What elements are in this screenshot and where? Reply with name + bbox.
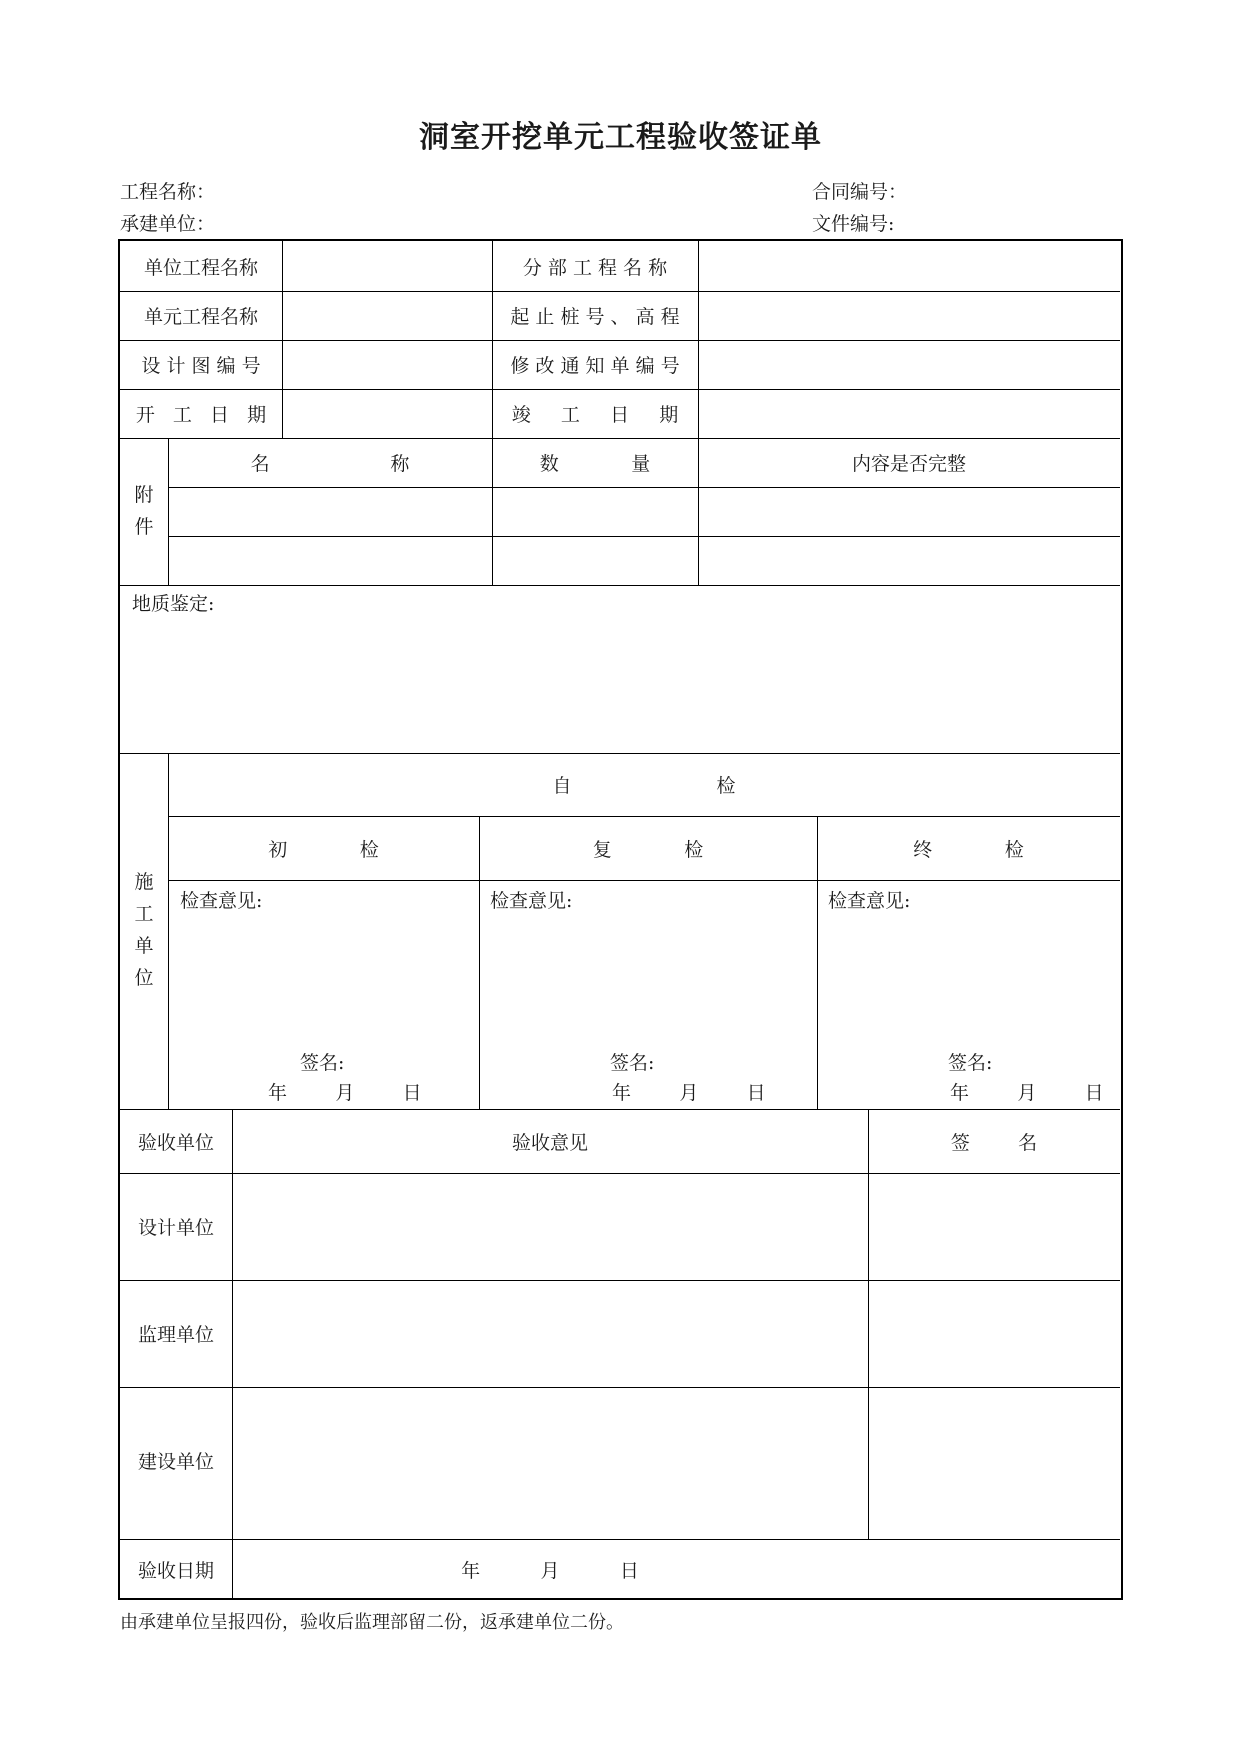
contract-no-label: 合同编号： <box>812 181 908 203</box>
initial-check-opinion-label: 检查意见: <box>180 890 263 912</box>
attachment-complete-cell[interactable] <box>699 537 1119 584</box>
attachment-name-cell[interactable] <box>169 537 491 584</box>
owner-unit-sign-field[interactable] <box>869 1388 1119 1538</box>
unit-project-name-label: 单位工程名称 <box>143 256 258 279</box>
final-check-opinion-field[interactable] <box>818 916 1119 1046</box>
design-drawing-no-field[interactable] <box>283 341 491 388</box>
supervision-unit-sign-field[interactable] <box>869 1281 1119 1386</box>
sub-project-name-field[interactable] <box>699 242 1119 290</box>
chainage-elevation-label: 起 止 桩 号 、 高 程 <box>510 306 680 328</box>
chainage-elevation-field[interactable] <box>699 292 1119 339</box>
attachment-name-cell[interactable] <box>169 488 491 535</box>
contractor-label: 承建单位： <box>120 213 216 235</box>
sub-project-name-label: 分 部 工 程 名 称 <box>522 256 668 279</box>
acceptance-date-label: 验收日期 <box>137 1559 214 1582</box>
geology-label: 地质鉴定: <box>132 593 215 615</box>
geology-field[interactable] <box>121 621 1119 751</box>
project-name-label: 工程名称： <box>120 181 216 203</box>
supervision-unit-label: 监理单位 <box>137 1324 214 1346</box>
unit-element-name-label: 单元工程名称 <box>143 306 258 328</box>
change-notice-no-field[interactable] <box>699 341 1119 388</box>
final-check-opinion-label: 检查意见: <box>828 890 911 912</box>
attachment-complete-header: 内容是否完整 <box>851 453 966 475</box>
start-date-field[interactable] <box>283 390 491 437</box>
initial-check-date: 年 月 日 <box>268 1082 422 1104</box>
unit-element-name-field[interactable] <box>283 292 491 339</box>
attachment-name-header: 名 称 <box>250 453 410 475</box>
unit-project-name-field[interactable] <box>283 242 491 290</box>
attachment-qty-cell[interactable] <box>493 537 697 584</box>
initial-check-title: 初 检 <box>268 838 379 861</box>
change-notice-no-label: 修 改 通 知 单 编 号 <box>510 355 680 377</box>
re-check-date: 年 月 日 <box>612 1082 766 1104</box>
re-check-opinion-label: 检查意见: <box>490 890 573 912</box>
attachment-complete-cell[interactable] <box>699 488 1119 535</box>
final-check-date: 年 月 日 <box>950 1082 1104 1104</box>
form-table <box>118 239 1123 1600</box>
re-check-opinion-field[interactable] <box>480 916 816 1046</box>
final-check-sign-label: 签名: <box>948 1052 993 1074</box>
attachment-qty-cell[interactable] <box>493 488 697 535</box>
final-check-title: 终 检 <box>913 838 1024 861</box>
completion-date-label: 竣 工 日 期 <box>511 404 679 426</box>
owner-unit-opinion-field[interactable] <box>233 1388 867 1538</box>
owner-unit-label: 建设单位 <box>137 1451 214 1473</box>
page-title: 洞室开挖单元工程验收签证单 <box>419 120 822 155</box>
supervision-unit-opinion-field[interactable] <box>233 1281 867 1386</box>
doc-no-label: 文件编号: <box>812 213 895 235</box>
acceptance-unit-header: 验收单位 <box>137 1131 214 1154</box>
start-date-label: 开 工 日 期 <box>135 404 267 426</box>
re-check-sign-label: 签名: <box>610 1052 655 1074</box>
construction-unit-side-label: 施 工 单 位 <box>134 871 154 989</box>
footer-note: 由承建单位呈报四份，验收后监理部留二份，返承建单位二份。 <box>120 1612 624 1633</box>
design-unit-opinion-field[interactable] <box>233 1174 867 1279</box>
acceptance-sign-header: 签 名 <box>950 1131 1038 1154</box>
design-unit-sign-field[interactable] <box>869 1174 1119 1279</box>
attachments-side-label: 附 件 <box>134 484 154 538</box>
acceptance-date-value[interactable]: 年 月 日 <box>461 1559 639 1582</box>
initial-check-opinion-field[interactable] <box>169 916 478 1046</box>
re-check-title: 复 检 <box>592 838 704 861</box>
initial-check-sign-label: 签名: <box>300 1052 345 1074</box>
design-drawing-no-label: 设 计 图 编 号 <box>141 355 261 377</box>
self-check-header: 自 检 <box>552 775 736 797</box>
attachment-qty-header: 数 量 <box>539 453 651 475</box>
acceptance-opinion-header: 验收意见 <box>511 1131 588 1154</box>
design-unit-label: 设计单位 <box>137 1217 214 1239</box>
completion-date-field[interactable] <box>699 390 1119 437</box>
